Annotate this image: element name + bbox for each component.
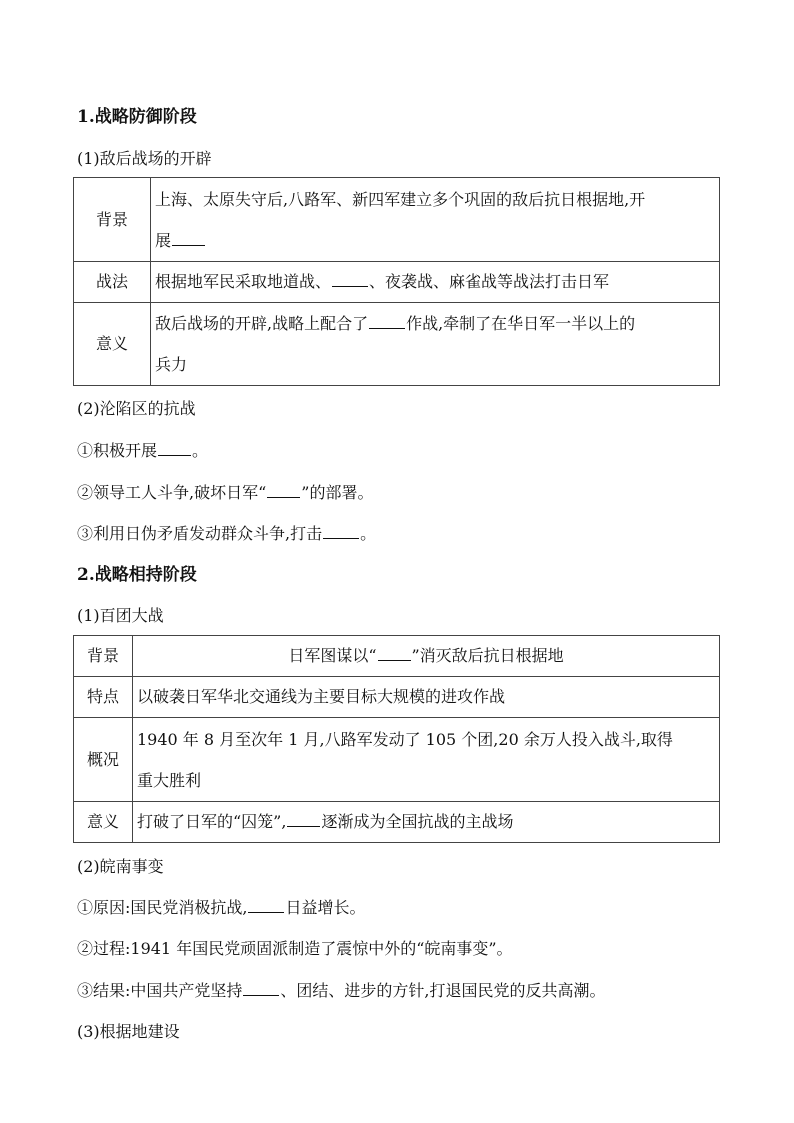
subheading-occupied-areas: (2)沦陷区的抗战 bbox=[77, 399, 196, 418]
fill-blank[interactable] bbox=[172, 231, 205, 246]
row-content-features: 以破袭日军华北交通线为主要目标大规模的进攻作战 bbox=[133, 677, 720, 718]
row-content-background: 日军图谋以“ ”消灭敌后抗日根据地 bbox=[133, 636, 720, 677]
table-hundred-regiments bbox=[73, 635, 720, 843]
list-item: ③结果:中国共产党坚持 、团结、进步的方针,打退国民党的反共高潮。 bbox=[77, 981, 606, 1000]
table-enemy-rear-battlefield bbox=[73, 177, 720, 386]
fill-blank[interactable] bbox=[369, 314, 405, 329]
table-row bbox=[74, 262, 720, 303]
list-item: ①原因:国民党消极抗战, 日益增长。 bbox=[77, 898, 366, 917]
subheading-enemy-rear-battlefield: (1)敌后战场的开辟 bbox=[77, 149, 212, 168]
fill-blank[interactable] bbox=[378, 646, 411, 661]
list-item: ②过程:1941 年国民党顽固派制造了震惊中外的“皖南事变”。 bbox=[77, 939, 513, 958]
fill-blank[interactable] bbox=[267, 483, 300, 498]
table-row bbox=[74, 303, 720, 386]
row-content-overview: 1940 年 8 月至次年 1 月,八路军发动了 105 个团,20 余万人投入战斗,取得 重大胜利 bbox=[133, 718, 720, 802]
fill-blank[interactable] bbox=[243, 981, 279, 996]
fill-blank[interactable] bbox=[287, 812, 320, 827]
row-label-overview: 概况 bbox=[74, 718, 133, 802]
fill-blank[interactable] bbox=[248, 898, 284, 913]
row-content-significance: 打破了日军的“囚笼”, 逐渐成为全国抗战的主战场 bbox=[133, 802, 720, 843]
table-row bbox=[74, 718, 720, 802]
subheading-base-area-construction: (3)根据地建设 bbox=[77, 1022, 180, 1041]
row-content-significance: 敌后战场的开辟,战略上配合了 作战,牵制了在华日军一半以上的 兵力 bbox=[151, 303, 720, 386]
list-item: ②领导工人斗争,破坏日军“ ”的部署。 bbox=[77, 483, 374, 502]
row-label-features: 特点 bbox=[74, 677, 133, 718]
row-content-tactics: 根据地军民采取地道战、 、夜袭战、麻雀战等战法打击日军 bbox=[151, 262, 720, 303]
row-label-significance: 意义 bbox=[74, 303, 151, 386]
table-row bbox=[74, 178, 720, 262]
table-row bbox=[74, 636, 720, 677]
row-label-background: 背景 bbox=[74, 178, 151, 262]
fill-blank[interactable] bbox=[323, 524, 359, 539]
row-content-background: 上海、太原失守后,八路军、新四军建立多个巩固的敌后抗日根据地,开 展 bbox=[151, 178, 720, 262]
row-label-background: 背景 bbox=[74, 636, 133, 677]
subheading-hundred-regiments: (1)百团大战 bbox=[77, 606, 164, 625]
row-label-significance: 意义 bbox=[74, 802, 133, 843]
row-label-tactics: 战法 bbox=[74, 262, 151, 303]
list-item: ①积极开展 。 bbox=[77, 441, 209, 460]
subheading-southern-anhui-incident: (2)皖南事变 bbox=[77, 857, 164, 876]
section-heading-strategic-stalemate: 2.战略相持阶段 bbox=[77, 565, 197, 585]
fill-blank[interactable] bbox=[158, 441, 191, 456]
table-row bbox=[74, 677, 720, 718]
table-row bbox=[74, 802, 720, 843]
fill-blank[interactable] bbox=[332, 272, 368, 287]
section-heading-strategic-defense: 1.战略防御阶段 bbox=[77, 107, 197, 127]
list-item: ③利用日伪矛盾发动群众斗争,打击 。 bbox=[77, 524, 377, 543]
